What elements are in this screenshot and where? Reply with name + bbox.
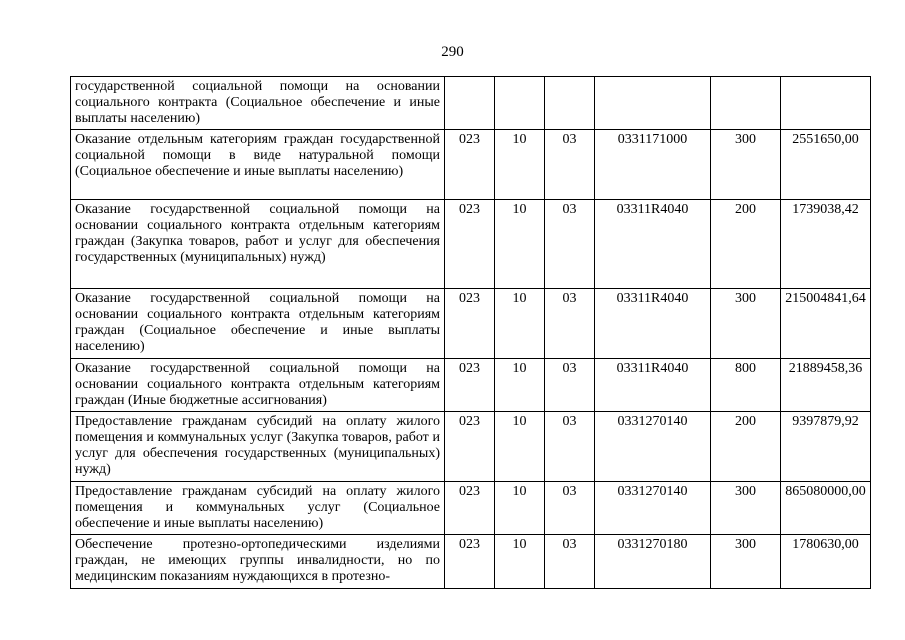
expense-type-code-cell: 800 bbox=[711, 359, 781, 412]
section-code-cell: 10 bbox=[495, 482, 545, 535]
expense-name-cell: Оказание государственной социальной помощи на основании социального контракта отдельным категориям граждан (Закупка товаров, работ и услуг для обеспечения государственных (муниципальных) нужд) bbox=[71, 200, 445, 289]
ministry-code-cell: 023 bbox=[445, 535, 495, 589]
amount-cell: 215004841,64 bbox=[781, 289, 871, 359]
section-code-cell bbox=[495, 77, 545, 130]
amount-cell: 9397879,92 bbox=[781, 412, 871, 482]
section-code-cell: 10 bbox=[495, 130, 545, 200]
amount-cell: 1780630,00 bbox=[781, 535, 871, 589]
target-code-cell: 03311R4040 bbox=[595, 289, 711, 359]
ministry-code-cell: 023 bbox=[445, 482, 495, 535]
target-code-cell: 03311R4040 bbox=[595, 359, 711, 412]
ministry-code-cell: 023 bbox=[445, 200, 495, 289]
expense-type-code-cell: 300 bbox=[711, 130, 781, 200]
target-code-cell: 0331270140 bbox=[595, 482, 711, 535]
table-row bbox=[71, 289, 871, 359]
subsection-code-cell bbox=[545, 77, 595, 130]
section-code-cell: 10 bbox=[495, 412, 545, 482]
amount-cell bbox=[781, 77, 871, 130]
subsection-code-cell: 03 bbox=[545, 535, 595, 589]
expense-name-cell: Предоставление гражданам субсидий на оплату жилого помещения и коммунальных услуг (Социальное обеспечение и иные выплаты населению) bbox=[71, 482, 445, 535]
expense-type-code-cell: 300 bbox=[711, 289, 781, 359]
subsection-code-cell: 03 bbox=[545, 412, 595, 482]
expense-type-code-cell: 300 bbox=[711, 535, 781, 589]
target-code-cell: 0331270180 bbox=[595, 535, 711, 589]
table-row bbox=[71, 200, 871, 289]
subsection-code-cell: 03 bbox=[545, 359, 595, 412]
table-row bbox=[71, 359, 871, 412]
amount-cell: 865080000,00 bbox=[781, 482, 871, 535]
target-code-cell bbox=[595, 77, 711, 130]
expense-name-cell: Оказание государственной социальной помощи на основании социального контракта отдельным категориям граждан (Социальное обеспечение и иные выплаты населению) bbox=[71, 289, 445, 359]
expense-name-cell: Оказание государственной социальной помощи на основании социального контракта отдельным категориям граждан (Иные бюджетные ассигнования) bbox=[71, 359, 445, 412]
amount-cell: 1739038,42 bbox=[781, 200, 871, 289]
table-row bbox=[71, 77, 871, 130]
section-code-cell: 10 bbox=[495, 359, 545, 412]
amount-cell: 2551650,00 bbox=[781, 130, 871, 200]
target-code-cell: 0331171000 bbox=[595, 130, 711, 200]
expense-name-cell: государственной социальной помощи на основании социального контракта (Социальное обеспечение и иные выплаты населению) bbox=[71, 77, 445, 130]
ministry-code-cell: 023 bbox=[445, 130, 495, 200]
amount-cell: 21889458,36 bbox=[781, 359, 871, 412]
target-code-cell: 03311R4040 bbox=[595, 200, 711, 289]
expense-name-cell: Обеспечение протезно-ортопедическими изделиями граждан, не имеющих группы инвалидности, но по медицинским показаниям нуждающихся в протезно- bbox=[71, 535, 445, 589]
subsection-code-cell: 03 bbox=[545, 130, 595, 200]
section-code-cell: 10 bbox=[495, 535, 545, 589]
expense-type-code-cell: 300 bbox=[711, 482, 781, 535]
page-number: 290 bbox=[441, 44, 464, 60]
expense-type-code-cell: 200 bbox=[711, 200, 781, 289]
subsection-code-cell: 03 bbox=[545, 289, 595, 359]
ministry-code-cell bbox=[445, 77, 495, 130]
expense-name-cell: Предоставление гражданам субсидий на оплату жилого помещения и коммунальных услуг (Закупка товаров, работ и услуг для обеспечения государственных (муниципальных) нужд) bbox=[71, 412, 445, 482]
subsection-code-cell: 03 bbox=[545, 482, 595, 535]
ministry-code-cell: 023 bbox=[445, 289, 495, 359]
table-row bbox=[71, 482, 871, 535]
table-row bbox=[71, 535, 871, 589]
target-code-cell: 0331270140 bbox=[595, 412, 711, 482]
expense-name-cell: Оказание отдельным категориям граждан государственной социальной помощи в виде натуральной помощи (Социальное обеспечение и иные выплаты населению) bbox=[71, 130, 445, 200]
ministry-code-cell: 023 bbox=[445, 412, 495, 482]
budget-table bbox=[70, 76, 871, 589]
expense-type-code-cell: 200 bbox=[711, 412, 781, 482]
section-code-cell: 10 bbox=[495, 200, 545, 289]
subsection-code-cell: 03 bbox=[545, 200, 595, 289]
table-row bbox=[71, 412, 871, 482]
section-code-cell: 10 bbox=[495, 289, 545, 359]
table-row bbox=[71, 130, 871, 200]
expense-type-code-cell bbox=[711, 77, 781, 130]
ministry-code-cell: 023 bbox=[445, 359, 495, 412]
